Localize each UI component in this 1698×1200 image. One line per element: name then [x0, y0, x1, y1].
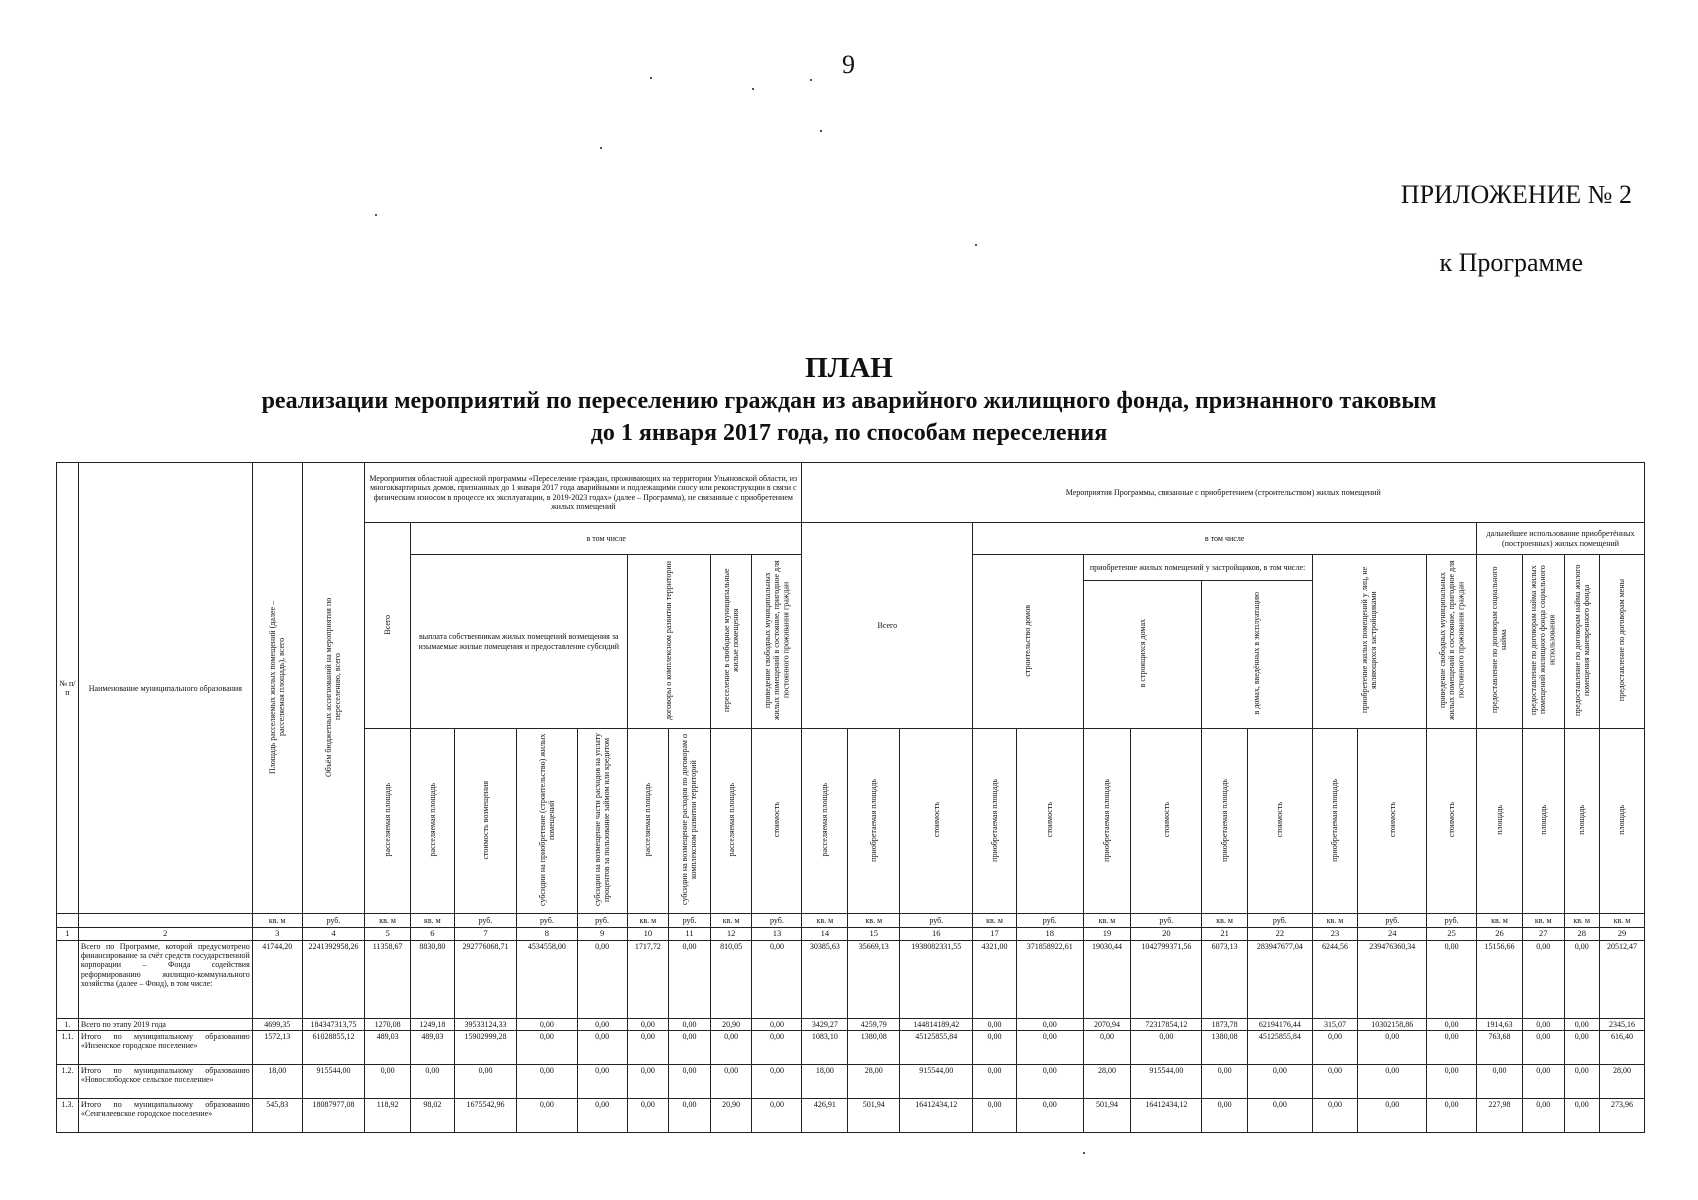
cell-value: 0,00	[669, 940, 711, 1018]
cell-value: 0,00	[669, 1099, 711, 1133]
column-number: 5	[365, 928, 411, 941]
sub-c13: стоимость	[752, 729, 802, 914]
row-name: Всего по Программе, которой предусмотрено финансирование за счёт средств государственной корпорации – Фонда содействия реформированию жилищно-коммунального хозяйства (далее – Фонд), в том числе:	[78, 940, 252, 1018]
cell-value: 1380,08	[848, 1031, 900, 1065]
cell-value: 0,00	[1312, 1031, 1358, 1065]
cell-value: 0,00	[1202, 1065, 1248, 1099]
sub-c23: приобретаемая площадь	[1312, 729, 1358, 914]
hdr-program-group: Мероприятия Программы, связанные с приобретением (строительством) жилых помещений	[802, 463, 1645, 523]
column-number: 21	[1202, 928, 1248, 941]
cell-value: 0,00	[1427, 1031, 1477, 1065]
scan-speck	[975, 244, 977, 246]
cell-value: 0,00	[1312, 1099, 1358, 1133]
row-number: 1.	[57, 1018, 79, 1030]
cell-value: 0,00	[517, 1031, 577, 1065]
cell-value: 16412434,12	[900, 1099, 973, 1133]
scan-speck	[375, 214, 377, 216]
cell-value: 0,00	[973, 1065, 1017, 1099]
cell-value: 1938082331,55	[900, 940, 973, 1018]
cell-value: 0,00	[1083, 1031, 1131, 1065]
cell-value: 28,00	[1599, 1065, 1644, 1099]
table-row	[57, 1031, 1645, 1065]
sub-c18: стоимость	[1016, 729, 1083, 914]
plan-title: ПЛАН	[805, 352, 893, 384]
sub-c21: приобретаемая площадь	[1202, 729, 1248, 914]
hdr-acq-persons: приобретение жилых помещений у лиц, не являющихся застройщиками	[1312, 555, 1427, 729]
cell-value: 1270,08	[365, 1018, 411, 1030]
cell-value: 2241392958,26	[302, 940, 364, 1018]
cell-value: 0,00	[1248, 1065, 1313, 1099]
cell-value: 45125855,84	[1248, 1031, 1313, 1065]
scan-speck	[650, 77, 652, 79]
scan-speck	[752, 88, 754, 90]
cell-value: 16412434,12	[1131, 1099, 1202, 1133]
column-number: 14	[802, 928, 848, 941]
sub-c7: стоимость возмещения	[454, 729, 516, 914]
column-number: 18	[1016, 928, 1083, 941]
sub-c19: приобретаемая площадь	[1083, 729, 1131, 914]
column-number: 26	[1477, 928, 1523, 941]
cell-value: 15902999,28	[454, 1031, 516, 1065]
column-number: 25	[1427, 928, 1477, 941]
cell-value: 28,00	[848, 1065, 900, 1099]
sub-c6: расселяемая площадь	[411, 729, 455, 914]
hdr-in-building: в строящихся домах	[1083, 581, 1202, 729]
sub-c17: приобретаемая площадь	[973, 729, 1017, 914]
cell-value: 315,07	[1312, 1018, 1358, 1030]
cell-value: 0,00	[669, 1065, 711, 1099]
cell-value: 239476360,34	[1358, 940, 1427, 1018]
hdr-in-commissioned: в домах, введённых в эксплуатацию	[1202, 581, 1312, 729]
sub-c24: стоимость	[1358, 729, 1427, 914]
sub-c28: площадь	[1564, 729, 1599, 914]
plan-subtitle-line1: реализации мероприятий по переселению граждан из аварийного жилищного фонда, признанного таковым	[261, 388, 1437, 414]
cell-value: 0,00	[752, 940, 802, 1018]
page-number: 9	[842, 50, 855, 79]
cell-value: 545,83	[252, 1099, 302, 1133]
cell-value: 28,00	[1083, 1065, 1131, 1099]
cell-value: 0,00	[752, 1018, 802, 1030]
cell-value: 0,00	[577, 1099, 627, 1133]
cell-value: 0,00	[973, 1099, 1017, 1133]
hdr-contracts: договоры о комплексном развитии территории	[627, 555, 710, 729]
cell-value: 0,00	[577, 1018, 627, 1030]
column-number: 10	[627, 928, 669, 941]
sub-c12: расселяемая площадь	[710, 729, 752, 914]
column-number: 22	[1248, 928, 1313, 941]
cell-value: 4699,35	[252, 1018, 302, 1030]
cell-value: 20512,47	[1599, 940, 1644, 1018]
cell-value: 0,00	[710, 1031, 752, 1065]
cell-value: 61028855,12	[302, 1031, 364, 1065]
row-name: Итого по муниципальному образованию «Инзенское городское поселение»	[78, 1031, 252, 1065]
cell-value: 273,96	[1599, 1099, 1644, 1133]
column-number: 20	[1131, 928, 1202, 941]
row-name: Всего по этапу 2019 года	[78, 1018, 252, 1030]
cell-value: 39533124,33	[454, 1018, 516, 1030]
cell-value: 0,00	[627, 1031, 669, 1065]
cell-value: 0,00	[1427, 1099, 1477, 1133]
sub-c11: субсидии на возмещение расходов по договорам о комплексном развитии территорий	[669, 729, 711, 914]
column-number: 15	[848, 928, 900, 941]
cell-value: 0,00	[973, 1018, 1017, 1030]
table-row	[57, 940, 1645, 1018]
column-numbers-row	[57, 928, 1645, 941]
cell-value: 0,00	[454, 1065, 516, 1099]
cell-value: 0,00	[1522, 940, 1564, 1018]
cell-value: 371858922,61	[1016, 940, 1083, 1018]
cell-value: 810,05	[710, 940, 752, 1018]
cell-value: 8830,80	[411, 940, 455, 1018]
cell-value: 0,00	[1312, 1065, 1358, 1099]
column-number: 2	[78, 928, 252, 941]
column-number: 19	[1083, 928, 1131, 941]
cell-value: 0,00	[627, 1099, 669, 1133]
cell-value: 915544,00	[900, 1065, 973, 1099]
sub-c20: стоимость	[1131, 729, 1202, 914]
column-number: 8	[517, 928, 577, 941]
row-name: Итого по муниципальному образованию «Новослободское сельское поселение»	[78, 1065, 252, 1099]
sub-c8: субсидии на приобретение (строительство) жилых помещений	[517, 729, 577, 914]
sub-c5: расселяемая площадь	[365, 729, 411, 914]
cell-value: 1249,18	[411, 1018, 455, 1030]
cell-value: 62194176,44	[1248, 1018, 1313, 1030]
column-number: 16	[900, 928, 973, 941]
sub-c10: расселяемая площадь	[627, 729, 669, 914]
sub-c27: площадь	[1522, 729, 1564, 914]
cell-value: 20,90	[710, 1018, 752, 1030]
cell-value: 10302158,86	[1358, 1018, 1427, 1030]
column-number: 27	[1522, 928, 1564, 941]
cell-value: 0,00	[1016, 1099, 1083, 1133]
cell-value: 118,92	[365, 1099, 411, 1133]
cell-value: 2345,16	[1599, 1018, 1644, 1030]
cell-value: 0,00	[669, 1031, 711, 1065]
cell-value: 0,00	[1131, 1031, 1202, 1065]
cell-value: 0,00	[669, 1018, 711, 1030]
hdr-regional-group: Мероприятия областной адресной программы «Переселение граждан, проживающих на территории Ульяновской области, из многоквартирных домов, признанных до 1 января 2017 года аварийными и подлежащими сносу или реконструкции в связи с физическим износом в процессе их эксплуатации, в 2019-2023 годах» (далее – Программа), не связанные с приобретением жилых помещений	[365, 463, 802, 523]
cell-value: 3429,27	[802, 1018, 848, 1030]
cell-value: 292776068,71	[454, 940, 516, 1018]
cell-value: 0,00	[1427, 1018, 1477, 1030]
cell-value: 15156,66	[1477, 940, 1523, 1018]
hdr-program-incl: в том числе	[973, 523, 1477, 555]
row-number	[57, 940, 79, 1018]
cell-value: 501,94	[1083, 1099, 1131, 1133]
cell-value: 0,00	[577, 1031, 627, 1065]
hdr-further-use: дальнейшее использование приобретённых (построенных) жилых помещений	[1477, 523, 1645, 555]
cell-value: 19030,44	[1083, 940, 1131, 1018]
cell-value: 0,00	[1358, 1099, 1427, 1133]
column-number: 23	[1312, 928, 1358, 941]
column-number: 3	[252, 928, 302, 941]
row-number: 1.3.	[57, 1099, 79, 1133]
cell-value: 0,00	[710, 1065, 752, 1099]
cell-value: 489,03	[411, 1031, 455, 1065]
cell-value: 4534558,00	[517, 940, 577, 1018]
cell-value: 0,00	[1202, 1099, 1248, 1133]
cell-value: 0,00	[1477, 1065, 1523, 1099]
cell-value: 0,00	[577, 1065, 627, 1099]
cell-value: 0,00	[1522, 1099, 1564, 1133]
hdr-commercial: предоставление по договорам найма жилых помещений жилищного фонда социального использования	[1522, 555, 1564, 729]
cell-value: 0,00	[1564, 1018, 1599, 1030]
cell-value: 227,98	[1477, 1099, 1523, 1133]
cell-value: 1914,63	[1477, 1018, 1523, 1030]
cell-value: 0,00	[752, 1065, 802, 1099]
cell-value: 6073,13	[1202, 940, 1248, 1018]
cell-value: 4259,79	[848, 1018, 900, 1030]
column-number: 17	[973, 928, 1017, 941]
cell-value: 0,00	[1016, 1018, 1083, 1030]
plan-table	[56, 462, 1645, 1133]
cell-value: 0,00	[1564, 1099, 1599, 1133]
column-number: 4	[302, 928, 364, 941]
cell-value: 0,00	[627, 1065, 669, 1099]
row-name: Итого по муниципальному образованию «Сенгилеевское городское поселение»	[78, 1099, 252, 1133]
cell-value: 184347313,75	[302, 1018, 364, 1030]
column-number: 1	[57, 928, 79, 941]
cell-value: 0,00	[1522, 1031, 1564, 1065]
hdr-program-total: Всего	[802, 523, 973, 729]
cell-value: 20,90	[710, 1099, 752, 1133]
column-number: 9	[577, 928, 627, 941]
cell-value: 0,00	[1358, 1065, 1427, 1099]
cell-value: 0,00	[627, 1018, 669, 1030]
sub-c26: площадь	[1477, 729, 1523, 914]
row-number: 1.1.	[57, 1031, 79, 1065]
cell-value: 0,00	[1564, 940, 1599, 1018]
cell-value: 0,00	[1016, 1031, 1083, 1065]
cell-value: 30385,63	[802, 940, 848, 1018]
cell-value: 4321,00	[973, 940, 1017, 1018]
column-number: 24	[1358, 928, 1427, 941]
column-number: 6	[411, 928, 455, 941]
cell-value: 0,00	[752, 1099, 802, 1133]
cell-value: 426,91	[802, 1099, 848, 1133]
scan-speck	[810, 79, 812, 81]
cell-value: 144814189,42	[900, 1018, 973, 1030]
hdr-exchange: предоставление по договорам мены	[1599, 555, 1644, 729]
cell-value: 1042799371,56	[1131, 940, 1202, 1018]
sub-c14: расселяемая площадь	[802, 729, 848, 914]
cell-value: 0,00	[1564, 1065, 1599, 1099]
column-number: 12	[710, 928, 752, 941]
cell-value: 0,00	[1522, 1018, 1564, 1030]
cell-value: 1083,10	[802, 1031, 848, 1065]
hdr-regional-total: Всего	[365, 523, 411, 729]
hdr-social: предоставление по договорам социального найма	[1477, 555, 1523, 729]
hdr-num: № п/п	[57, 463, 79, 914]
sub-c29: площадь	[1599, 729, 1644, 914]
hdr-construction: строительство домов	[973, 555, 1083, 729]
cell-value: 1572,13	[252, 1031, 302, 1065]
cell-value: 0,00	[1427, 940, 1477, 1018]
column-number: 13	[752, 928, 802, 941]
column-number: 7	[454, 928, 516, 941]
sub-c25: стоимость	[1427, 729, 1477, 914]
cell-value: 1380,08	[1202, 1031, 1248, 1065]
cell-value: 283947677,04	[1248, 940, 1313, 1018]
cell-value: 18087977,08	[302, 1099, 364, 1133]
cell-value: 0,00	[1564, 1031, 1599, 1065]
cell-value: 2070,94	[1083, 1018, 1131, 1030]
cell-value: 0,00	[1427, 1065, 1477, 1099]
table-row	[57, 1018, 1645, 1030]
cell-value: 0,00	[1248, 1099, 1313, 1133]
column-number: 11	[669, 928, 711, 941]
cell-value: 1873,78	[1202, 1018, 1248, 1030]
scan-speck	[820, 130, 822, 132]
cell-value: 98,02	[411, 1099, 455, 1133]
cell-value: 72317854,12	[1131, 1018, 1202, 1030]
cell-value: 1717,72	[627, 940, 669, 1018]
cell-value: 45125855,84	[900, 1031, 973, 1065]
table-row	[57, 1099, 1645, 1133]
hdr-regional-incl: в том числе	[411, 523, 802, 555]
cell-value: 0,00	[577, 940, 627, 1018]
cell-value: 0,00	[365, 1065, 411, 1099]
to-program-label: к Программе	[1439, 248, 1583, 277]
annex-label: ПРИЛОЖЕНИЕ № 2	[1400, 180, 1632, 209]
column-number: 29	[1599, 928, 1644, 941]
cell-value: 915544,00	[1131, 1065, 1202, 1099]
table-row	[57, 1065, 1645, 1099]
cell-value: 489,03	[365, 1031, 411, 1065]
hdr-payout: выплата собственникам жилых помещений возмещения за изымаемые жилые помещения и предоставление субсидий	[411, 555, 628, 729]
cell-value: 0,00	[752, 1031, 802, 1065]
cell-value: 18,00	[252, 1065, 302, 1099]
cell-value: 0,00	[1016, 1065, 1083, 1099]
cell-value: 41744,20	[252, 940, 302, 1018]
sub-c9: субсидии на возмещение части расходов на уплату процентов за пользование займом или кредитом	[577, 729, 627, 914]
plan-subtitle-line2: до 1 января 2017 года, по способам переселения	[590, 420, 1108, 446]
cell-value: 18,00	[802, 1065, 848, 1099]
hdr-area-total: Площадь расселяемых жилых помещений (далее – расселяемая площадь), всего	[252, 463, 302, 914]
cell-value: 915544,00	[302, 1065, 364, 1099]
hdr-bring-free2: приведение свободных муниципальных жилых помещений в состояние, пригодное для постоянного проживания граждан	[1427, 555, 1477, 729]
hdr-acq-dev: приобретение жилых помещений у застройщиков, в том числе:	[1083, 555, 1312, 581]
row-number: 1.2.	[57, 1065, 79, 1099]
cell-value: 0,00	[973, 1031, 1017, 1065]
cell-value: 0,00	[1522, 1065, 1564, 1099]
cell-value: 501,94	[848, 1099, 900, 1133]
cell-value: 6244,56	[1312, 940, 1358, 1018]
cell-value: 1675542,96	[454, 1099, 516, 1133]
column-number: 28	[1564, 928, 1599, 941]
cell-value: 0,00	[517, 1099, 577, 1133]
sub-c15: приобретаемая площадь	[848, 729, 900, 914]
hdr-budget-total: Объём бюджетных ассигнований на мероприятия по переселению, всего	[302, 463, 364, 914]
cell-value: 0,00	[517, 1018, 577, 1030]
cell-value: 763,68	[1477, 1031, 1523, 1065]
cell-value: 0,00	[1358, 1031, 1427, 1065]
hdr-bring-free: приведение свободных муниципальных жилых помещений в состояние, пригодное для постоянного проживания граждан	[752, 555, 802, 729]
cell-value: 616,40	[1599, 1031, 1644, 1065]
hdr-maneuver: предоставление по договорам найма жилого помещения маневренного фонда	[1564, 555, 1599, 729]
scan-speck	[600, 147, 602, 149]
cell-value: 0,00	[517, 1065, 577, 1099]
units-row: кв. м руб. кв. м кв. м руб. руб. руб. кв. м руб. кв. м руб. кв. м кв. м руб. кв. м руб. кв. м руб. кв. м руб. кв. м руб. руб. кв. м кв. м кв. м кв. м	[57, 914, 1645, 928]
cell-value: 35669,13	[848, 940, 900, 1018]
sub-c22: стоимость	[1248, 729, 1313, 914]
sub-c16: стоимость	[900, 729, 973, 914]
hdr-name: Наименование муниципального образования	[78, 463, 252, 914]
cell-value: 0,00	[411, 1065, 455, 1099]
cell-value: 11358,67	[365, 940, 411, 1018]
hdr-resettle-free: переселение в свободные муниципальные жилые помещения	[710, 555, 752, 729]
scan-speck	[1083, 1152, 1085, 1154]
